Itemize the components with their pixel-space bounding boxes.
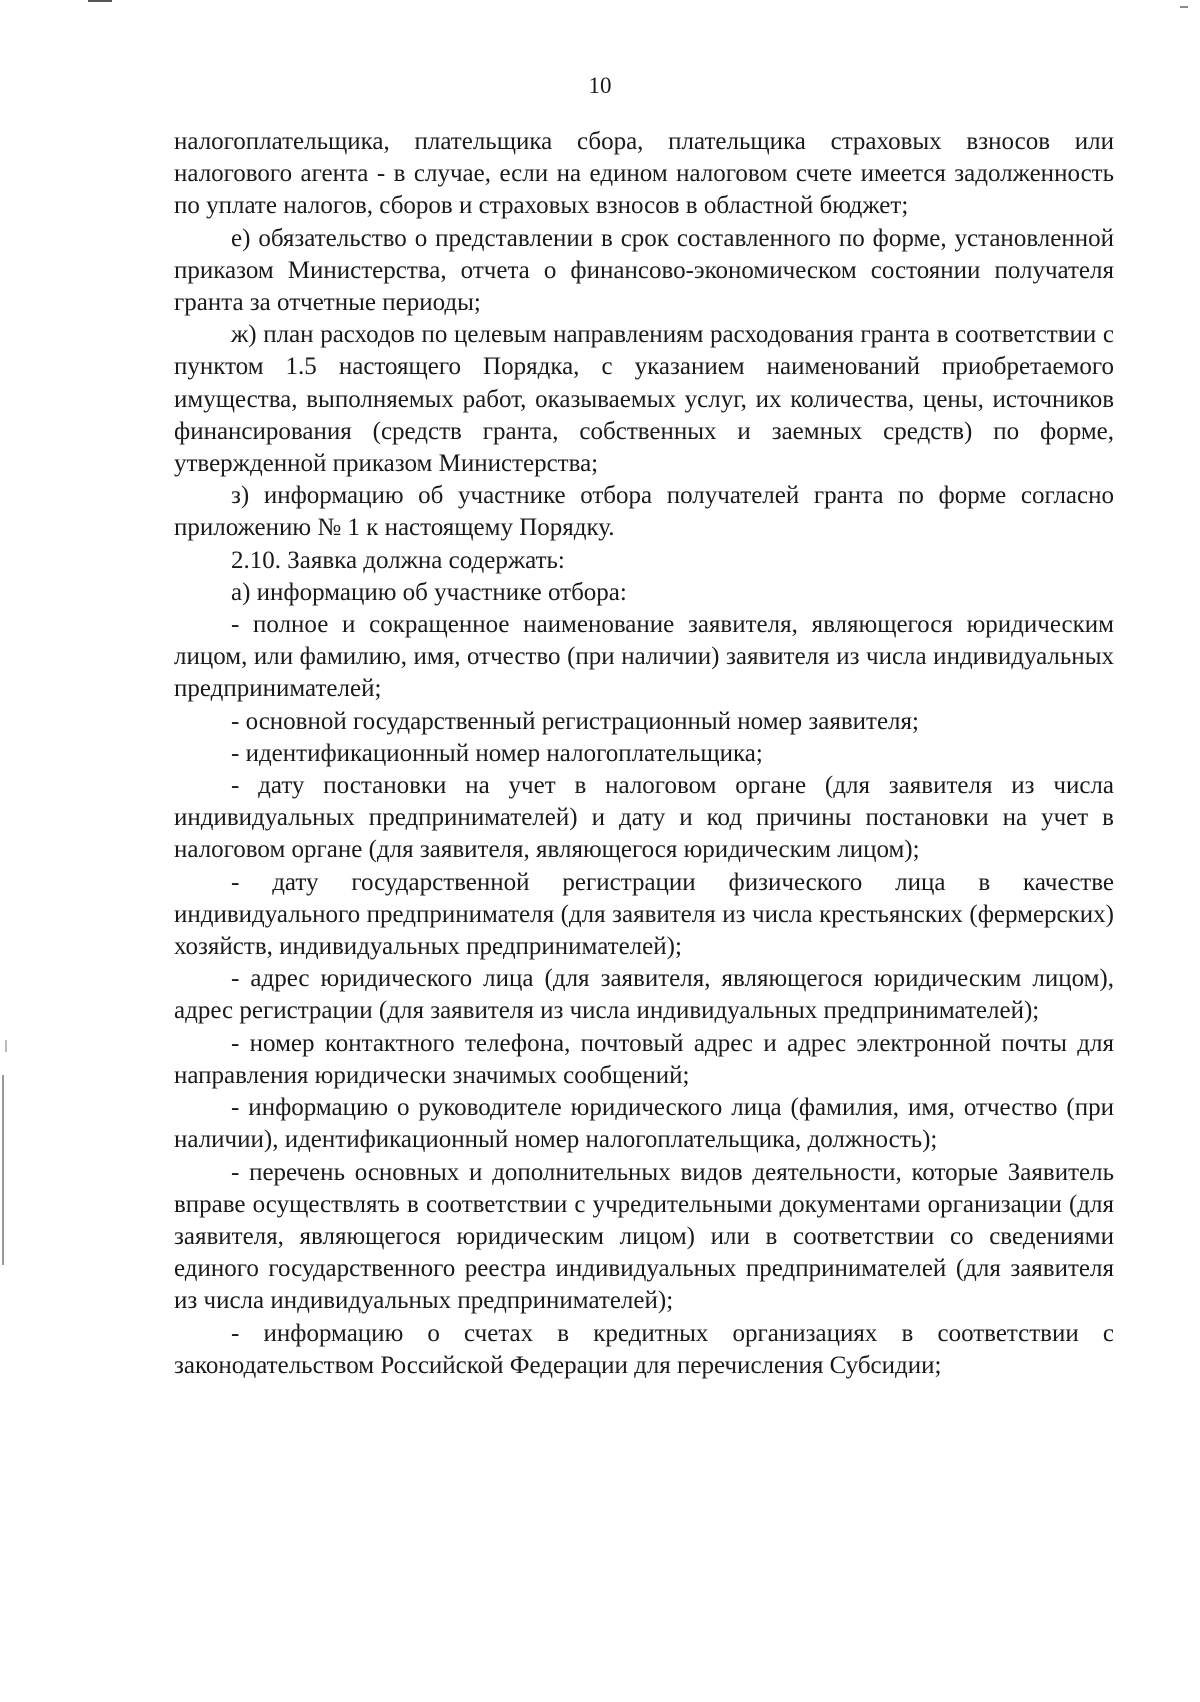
list-item-contacts: - номер контактного телефона, почтовый адрес и адрес электронной почты для направления юридически значимых сообщений; (174, 1029, 1114, 1089)
list-item-address: - адрес юридического лица (для заявителя, являющегося юридическим лицом), адрес регистрации (для заявителя из числа индивидуальных предпринимателей); (174, 965, 1114, 1025)
list-item-inn: - идентификационный номер налогоплательщика; (231, 739, 763, 767)
paragraph-continuation: налогоплательщика, плательщика сбора, плательщика страховых взносов или налогового агента - в случае, если на едином налоговом счете имеется задолженность по уплате налогов, сборов и страховых взносов в областной бюджет; (174, 128, 1114, 220)
scan-artifact-left-dot (5, 1040, 7, 1052)
paragraph-section-2-10: 2.10. Заявка должна содержать: (231, 546, 565, 574)
scan-artifact-left-edge (2, 1075, 4, 1265)
list-item-name: - полное и сокращенное наименование заявителя, являющегося юридическим лицом, или фамилию, имя, отчество (при наличии) заявителя из числа индивидуальных предпринимателей; (174, 611, 1114, 703)
list-item-state-registration-date: - дату государственной регистрации физического лица в качестве индивидуального предпринимателя (для заявителя из числа крестьянских (фермерских) хозяйств, индивидуальных предпринимателей); (174, 868, 1114, 961)
paragraph-item-z: з) информацию об участнике отбора получателей гранта по форме согласно приложению № 1 к настоящему Порядку. (174, 482, 1114, 542)
page-number: 10 (588, 73, 612, 98)
list-item-bank-accounts: - информацию о счетах в кредитных организациях в соответствии с законодательством Российской Федерации для перечисления Субсидии; (174, 1319, 1114, 1379)
paragraph-item-zh: ж) план расходов по целевым направлениям расходования гранта в соответствии с пунктом 1.5 настоящего Порядка, с указанием наименований приобретаемого имущества, выполняемых работ, оказываемых услуг, их количества, цены, источников финансирования (средств гранта, собственных и заемных средств) по форме, утвержденной приказом Министерства; (174, 321, 1114, 478)
scan-artifact-top-right (1180, 6, 1188, 8)
list-item-director-info: - информацию о руководителе юридического лица (фамилия, имя, отчество (при наличии), идентификационный номер налогоплательщика, должность); (174, 1094, 1114, 1154)
list-item-ogrn: - основной государственный регистрационный номер заявителя; (231, 707, 919, 735)
paragraph-item-a: а) информацию об участнике отбора: (231, 578, 627, 606)
list-item-tax-registration-date: - дату постановки на учет в налоговом органе (для заявителя из числа индивидуальных предпринимателей) и дату и код причины постановки на учет в налоговом органе (для заявителя, являющегося юридическим лицом); (174, 772, 1114, 864)
scan-artifact-top (88, 0, 112, 2)
list-item-activities: - перечень основных и дополнительных видов деятельности, которые Заявитель вправе осуществлять в соответствии с учредительными документами организации (для заявителя, являющегося юридическим лицом) или в соответствии со сведениями единого государственного реестра индивидуальных предпринимателей (для заявителя из числа индивидуальных предпринимателей); (174, 1158, 1114, 1315)
document-body (174, 126, 1114, 1382)
paragraph-item-e: е) обязательство о представлении в срок составленного по форме, установленной приказом Министерства, отчета о финансово-экономическом состоянии получателя гранта за отчетные периоды; (174, 224, 1114, 317)
